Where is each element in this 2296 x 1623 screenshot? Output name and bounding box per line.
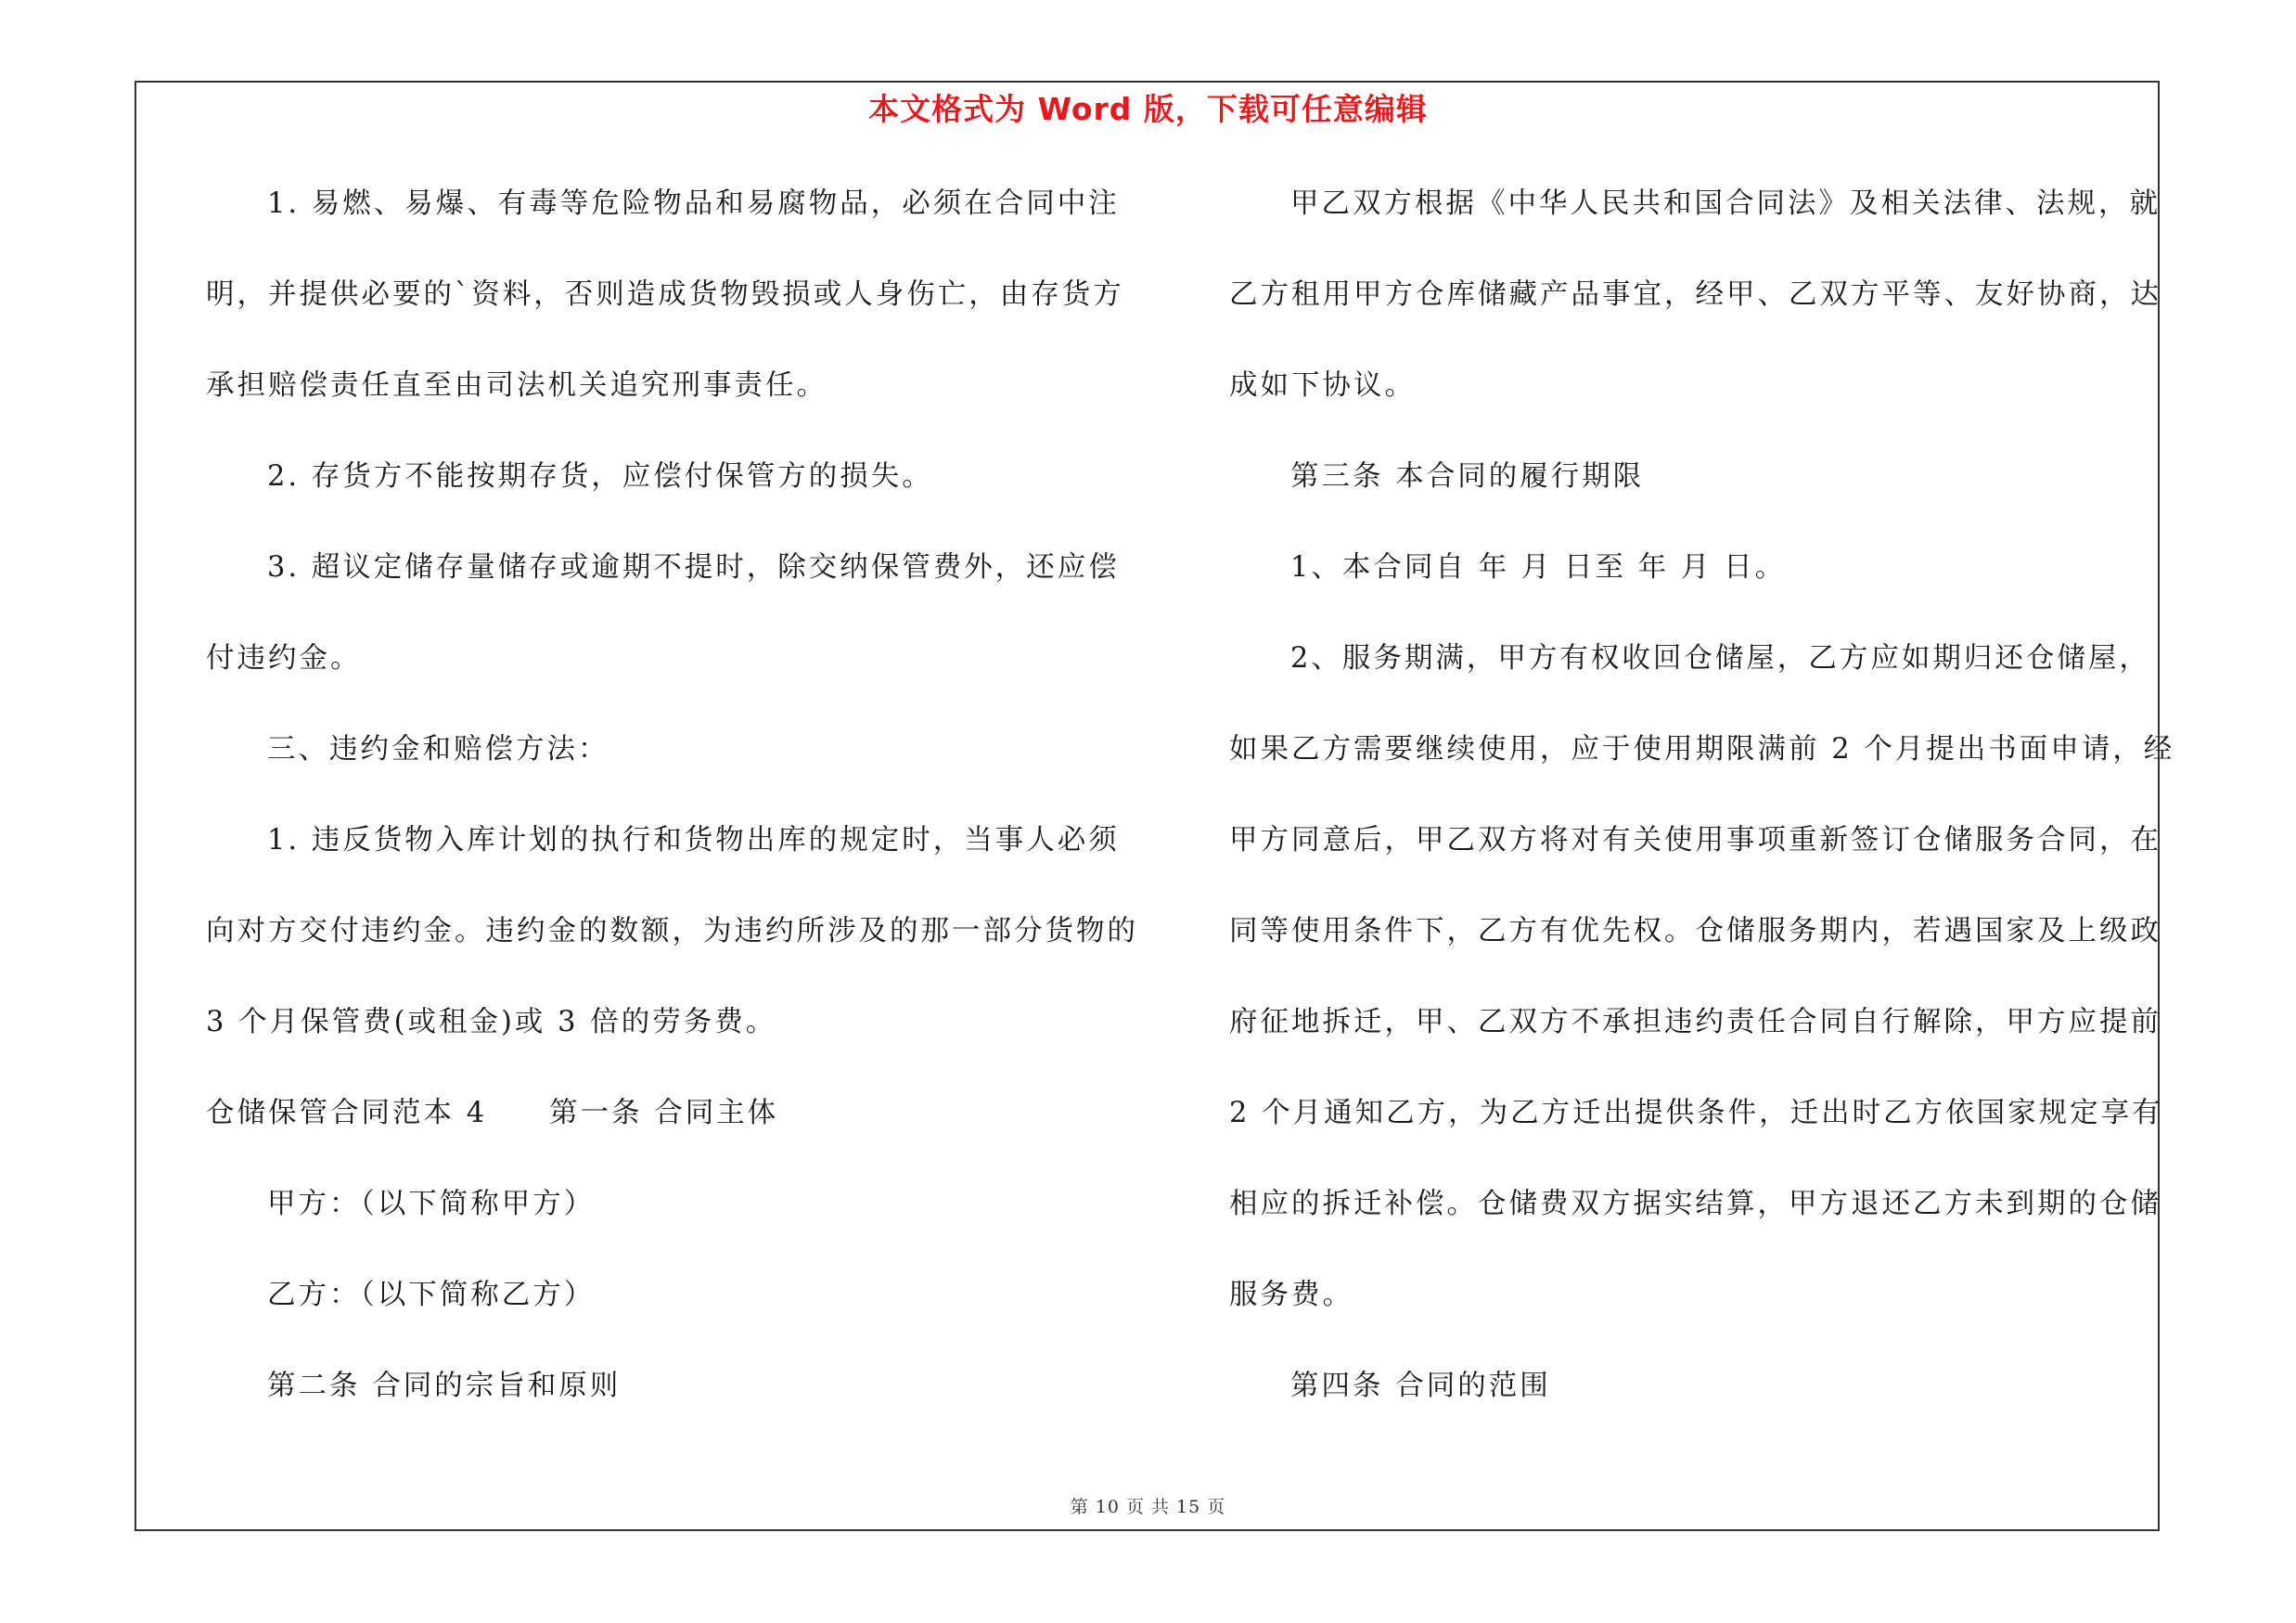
left-line-4: 2. 存货方不能按期存货，应偿付保管方的损失。 xyxy=(267,460,933,493)
right-line-2: 乙方租用甲方仓库储藏产品事宜，经甲、乙双方平等、友好协商，达 xyxy=(1229,278,2161,311)
left-line-5: 3. 超议定储存量储存或逾期不提时，除交纳保管费外，还应偿 xyxy=(267,551,1120,584)
right-line-9: 同等使用条件下，乙方有优先权。仓储服务期内，若遇国家及上级政 xyxy=(1229,915,2161,947)
left-line-11: 仓储保管合同范本 4 第一条 合同主体 xyxy=(206,1097,779,1129)
left-line-2: 明，并提供必要的`资料，否则造成货物毁损或人身伤亡，由存货方 xyxy=(206,278,1124,311)
page-number-footer: 第 10 页 共 15 页 xyxy=(1070,1497,1226,1517)
right-line-11: 2 个月通知乙方，为乙方迁出提供条件，迁出时乙方依国家规定享有 xyxy=(1229,1097,2163,1129)
right-line-13: 服务费。 xyxy=(1229,1279,1353,1311)
right-line-7: 如果乙方需要继续使用，应于使用期限满前 2 个月提出书面申请，经 xyxy=(1229,733,2175,766)
right-line-4: 第三条 本合同的履行期限 xyxy=(1290,460,1645,493)
right-line-10: 府征地拆迁，甲、乙双方不承担违约责任合同自行解除，甲方应提前 xyxy=(1229,1006,2161,1038)
left-line-14: 第二条 合同的宗旨和原则 xyxy=(267,1370,622,1402)
left-line-12: 甲方：（以下简称甲方） xyxy=(267,1188,596,1220)
format-notice-header: 本文格式为 Word 版，下载可任意编辑 xyxy=(868,91,1428,127)
left-line-1: 1. 易燃、易爆、有毒等危险物品和易腐物品，必须在合同中注 xyxy=(267,187,1120,220)
right-line-5: 1、本合同自 年 月 日至 年 月 日。 xyxy=(1290,551,1787,584)
right-line-12: 相应的拆迁补偿。仓储费双方据实结算，甲方退还乙方未到期的仓储 xyxy=(1229,1188,2161,1220)
right-line-3: 成如下协议。 xyxy=(1229,369,1416,402)
left-line-6: 付违约金。 xyxy=(206,642,362,675)
left-line-8: 1. 违反货物入库计划的执行和货物出库的规定时，当事人必须 xyxy=(267,824,1120,857)
left-line-7: 三、违约金和赔偿方法： xyxy=(267,733,609,766)
right-line-8: 甲方同意后，甲乙双方将对有关使用事项重新签订仓储服务合同，在 xyxy=(1229,824,2161,857)
left-line-3: 承担赔偿责任直至由司法机关追究刑事责任。 xyxy=(206,369,827,402)
right-line-1: 甲乙双方根据《中华人民共和国合同法》及相关法律、法规，就 xyxy=(1290,187,2161,220)
right-line-6: 2、服务期满，甲方有权收回仓储屋，乙方应如期归还仓储屋， xyxy=(1290,642,2150,675)
right-line-14: 第四条 合同的范围 xyxy=(1290,1370,1551,1402)
left-line-13: 乙方：（以下简称乙方） xyxy=(267,1279,596,1311)
left-line-9: 向对方交付违约金。违约金的数额，为违约所涉及的那一部分货物的 xyxy=(206,915,1138,947)
left-line-10: 3 个月保管费(或租金)或 3 倍的劳务费。 xyxy=(206,1006,777,1038)
